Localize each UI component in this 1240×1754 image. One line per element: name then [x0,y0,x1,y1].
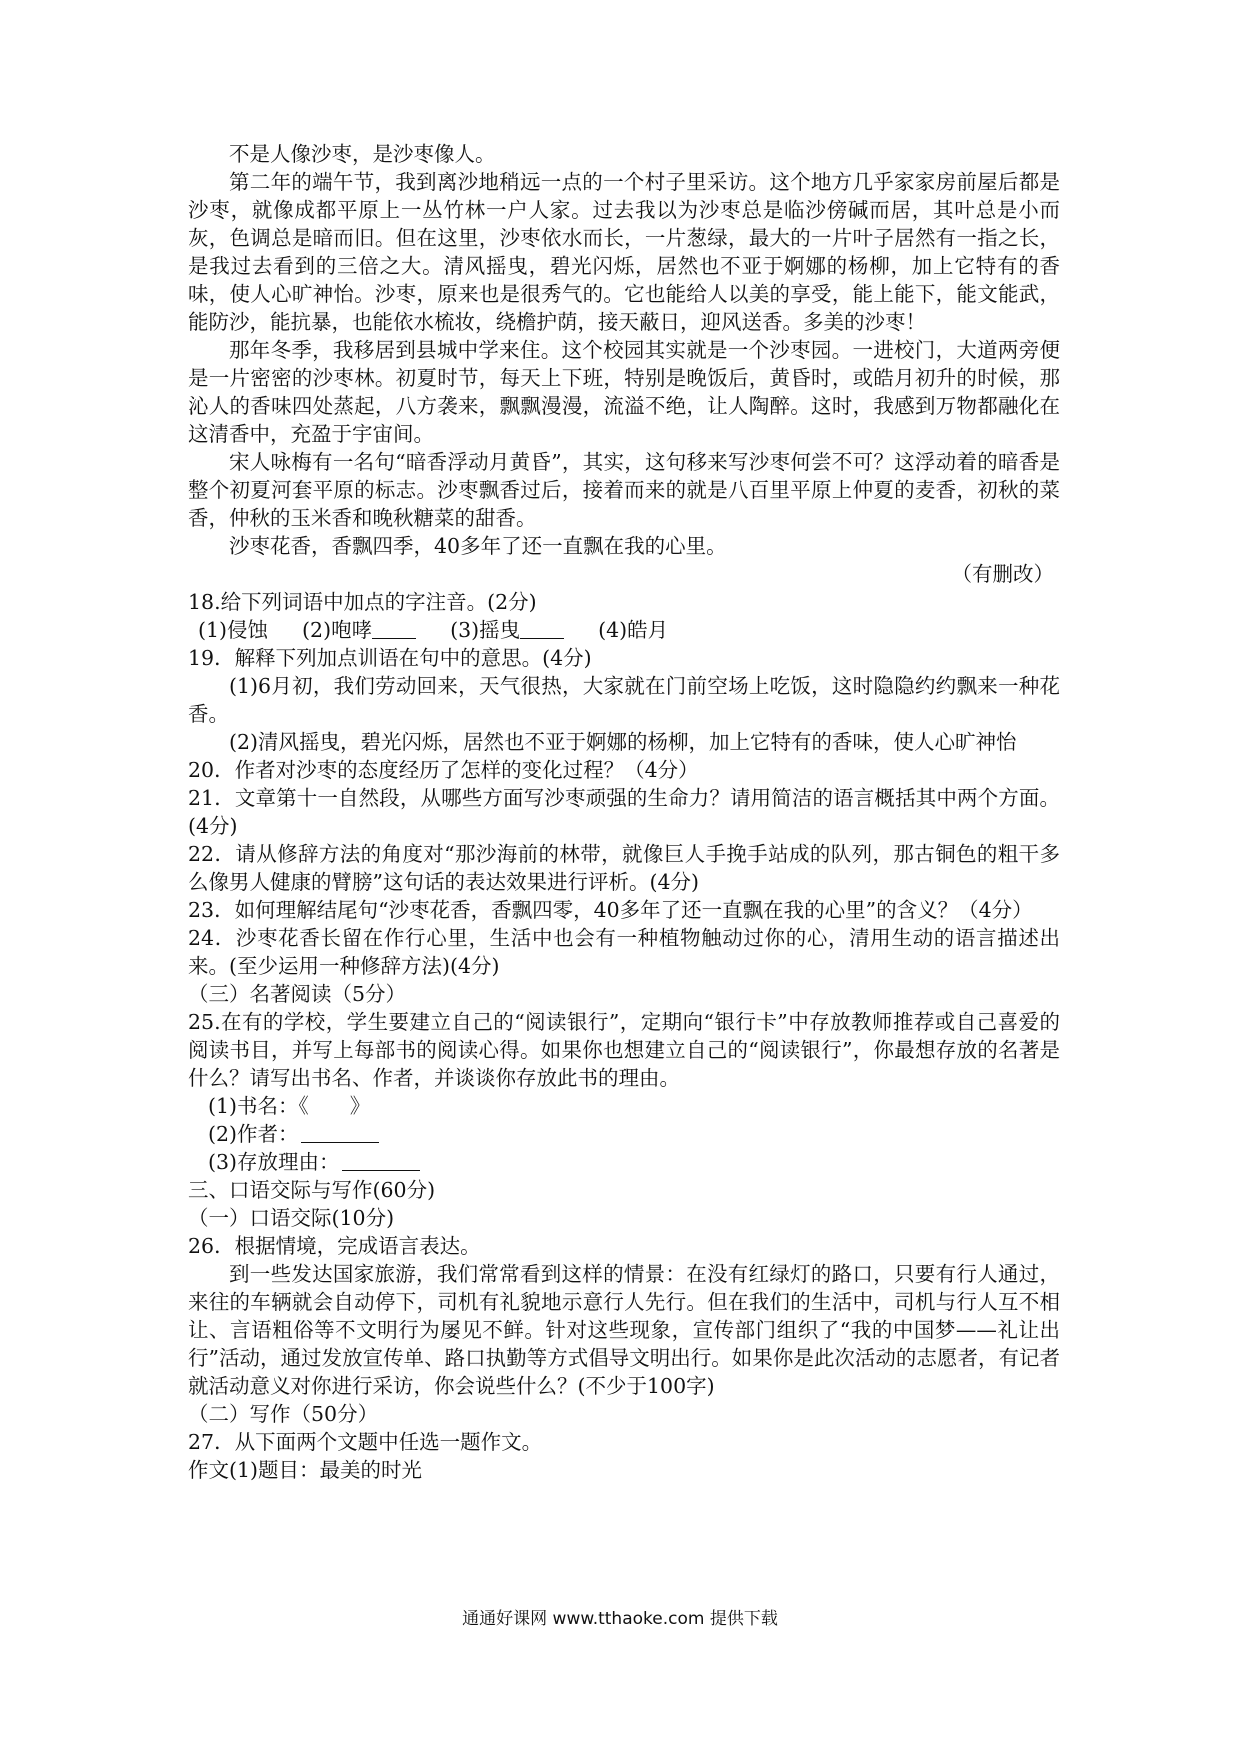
question-18-words [188,616,1060,644]
q25-author-blank[interactable] [301,1122,379,1143]
part-heading-speaking-writing: 三、口语交际与写作(60分) [188,1178,436,1202]
question-23: 23．如何理解结尾句“沙枣花香，香飘四零，40多年了还一直飘在我的心里”的含义？（4分） [188,898,1033,922]
question-25-reason-row [188,1148,1060,1176]
question-27-stem: 27．从下面两个文题中任选一题作文。 [188,1430,543,1454]
q25-reason-blank[interactable] [342,1150,420,1171]
question-27-topic-1: 作文(1)题目：最美的时光 [188,1458,423,1482]
q18-word-2-group [302,616,416,644]
section-heading-classics: （三）名著阅读（5分） [188,982,407,1006]
passage-paragraph-4: 宋人咏梅有一名句“暗香浮动月黄昏”，其实，这句移来写沙枣何尝不可？这浮动着的暗香是整个初夏河套平原的标志。沙枣飘香过后，接着而来的就是八百里平原上仲夏的麦香，初秋的菜香，仲秋的玉米香和晚秋糖菜的甜香。 [188,450,1060,530]
q18-word-3-group [450,616,564,644]
section-heading-speaking: （一）口语交际(10分) [188,1206,395,1230]
question-25-stem: 25.在有的学校，学生要建立自己的“阅读银行”，定期向“银行卡”中存放教师推荐或自己喜爱的阅读书目，并写上每部书的阅读心得。如果你也想建立自己的“阅读银行”，你最想存放的名著是什么？请写出书名、作者，并谈谈你存放此书的理由。 [188,1010,1060,1090]
q18-word-4: (4)皓月 [598,618,669,642]
q25-author-label: (2)作者： [208,1122,299,1146]
question-21: 21．文章第十一自然段，从哪些方面写沙枣顽强的生命力？请用简洁的语言概括其中两个方面。(4分) [188,786,1060,838]
question-25-book-title: (1)书名：《 》 [208,1094,371,1118]
question-26-stem: 26．根据情境，完成语言表达。 [188,1234,481,1258]
question-19-sentence-2: (2)清风摇曳，碧光闪烁，居然也不亚于婀娜的杨柳，加上它特有的香味，使人心旷神怡 [229,730,1017,754]
passage-paragraph-3: 那年冬季，我移居到县城中学来住。这个校园其实就是一个沙枣园。一进校门，大道两旁便是一片密密的沙枣林。初夏时节，每天上下班，特别是晚饭后，黄昏时，或皓月初升的时候，那沁人的香味四处蒸起，八方袭来，飘飘漫漫，流溢不绝，让人陶醉。这时，我感到万物都融化在这清香中，充盈于宇宙间。 [188,338,1060,446]
q18-word-1: (1)侵蚀 [198,618,269,642]
section-heading-writing: （二）写作（50分） [188,1402,379,1426]
passage-paragraph-2: 第二年的端午节，我到离沙地稍远一点的一个村子里采访。这个地方几乎家家房前屋后都是沙枣，就像成都平原上一丛竹林一户人家。过去我以为沙枣总是临沙傍碱而居，其叶总是小而灰，色调总是暗而旧。但在这里，沙枣依水而长，一片葱绿，最大的一片叶子居然有一指之长，是我过去看到的三倍之大。清风摇曳，碧光闪烁，居然也不亚于婀娜的杨柳，加上它特有的香味，使人心旷神怡。沙枣，原来也是很秀气的。它也能给人以美的享受，能上能下，能文能武，能防沙，能抗暴，也能依水梳妆，绕檐护荫，接天蔽日，迎风送香。多美的沙枣！ [188,170,1060,334]
q18-word-3: (3)摇曳 [450,618,521,642]
question-19-sentence-1: (1)6月初，我们劳动回来，天气很热，大家就在门前空场上吃饭，这时隐隐约约飘来一种花香。 [188,674,1060,726]
passage-paragraph-5: 沙枣花香，香飘四季，40多年了还一直飘在我的心里。 [229,534,727,558]
passage-paragraph-1: 不是人像沙枣，是沙枣像人。 [229,142,496,166]
q18-word-2: (2)咆哮 [302,618,373,642]
question-18-stem: 18.给下列词语中加点的字注音。(2分) [188,590,537,614]
exam-page [188,140,1060,1484]
q25-reason-label: (3)存放理由： [208,1150,340,1174]
question-19-stem: 19．解释下列加点训语在句中的意思。(4分) [188,646,592,670]
question-26-body: 到一些发达国家旅游，我们常常看到这样的情景：在没有红绿灯的路口，只要有行人通过，来往的车辆就会自动停下，司机有礼貌地示意行人先行。但在我们的生活中，司机与行人互不相让、言语粗俗等不文明行为屡见不鲜。针对这些现象，宣传部门组织了“我的中国梦——礼让出行”活动，通过发放宣传单、路口执勤等方式倡导文明出行。如果你是此次活动的志愿者，有记者就活动意义对你进行采访，你会说些什么？(不少于100字) [188,1262,1060,1398]
question-24: 24．沙枣花香长留在作行心里，生活中也会有一种植物触动过你的心，清用生动的语言描述出来。(至少运用一种修辞方法)(4分) [188,926,1060,978]
footer-source: 通通好课网 www.tthaoke.com 提供下载 [462,1609,778,1629]
q18-blank-2[interactable] [372,618,416,639]
question-20: 20．作者对沙枣的态度经历了怎样的变化过程？（4分） [188,758,699,782]
source-note: （有删改） [951,562,1054,586]
question-22: 22．请从修辞方法的角度对“那沙海前的林带，就像巨人手挽手站成的队列，那古铜色的粗干多么像男人健康的臂膀”这句话的表达效果进行评析。(4分) [188,842,1060,894]
q18-blank-3[interactable] [520,618,564,639]
question-25-author-row [188,1120,1060,1148]
